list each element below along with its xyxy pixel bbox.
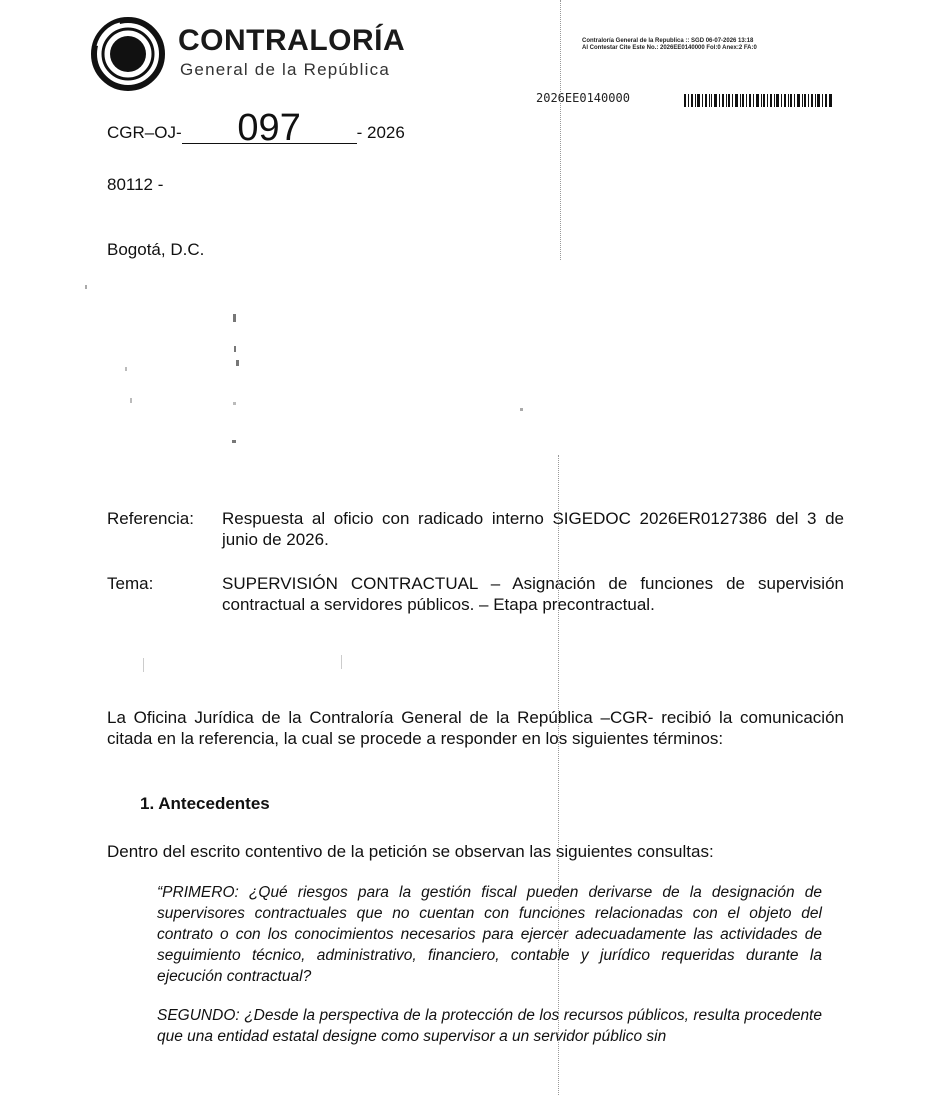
stamp-line-2: Al Contestar Cite Este No.: 2026EE0140000 Fol:0 Anex:2 FA:0	[582, 45, 757, 51]
scan-speck	[341, 655, 342, 669]
scan-speck	[232, 440, 236, 443]
scan-speck	[236, 360, 239, 366]
contraloria-logo-icon	[90, 16, 166, 92]
oficio-prefix: CGR–OJ-	[107, 123, 182, 142]
tema-label: Tema:	[107, 574, 154, 593]
oficio-year: - 2026	[356, 123, 405, 142]
scan-speck	[233, 402, 236, 405]
city-line: Bogotá, D.C.	[107, 240, 205, 259]
radicado-stamp	[582, 38, 757, 52]
logo-title: CONTRALORÍA	[178, 24, 406, 57]
logo-subtitle: General de la República	[180, 60, 390, 79]
scan-speck	[130, 398, 132, 403]
scan-speck	[233, 314, 236, 322]
scan-speck	[85, 285, 87, 289]
tema-text: SUPERVISIÓN CONTRACTUAL – Asignación de funciones de supervisión contractual a servidores públicos. – Etapa precontractual.	[222, 574, 844, 614]
referencia-text: Respuesta al oficio con radicado interno SIGEDOC 2026ER0127386 del 3 de junio de 2026.	[222, 509, 844, 549]
quote-primero: “PRIMERO: ¿Qué riesgos para la gestión fiscal pueden derivarse de la designación de supervisores contractuales que no cuentan con funciones relacionadas con el objeto del contrato o con los conocimientos necesarios para ejercer adecuadamente las actividades de seguimiento técnico, administrativo, financiero, contable y jurídico requeridas durante la ejecución contractual?	[157, 884, 822, 985]
referencia-label: Referencia:	[107, 509, 194, 528]
dependency-code: 80112 -	[107, 175, 164, 194]
section-heading-antecedentes: 1. Antecedentes	[140, 794, 270, 813]
barcode-icon	[684, 94, 832, 107]
consultas-intro: Dentro del escrito contentivo de la petición se observan las siguientes consultas:	[107, 842, 714, 861]
quote-segundo: SEGUNDO: ¿Desde la perspectiva de la protección de los recursos públicos, resulta procedente que una entidad estatal designe como supervisor a un servidor público sin	[157, 1007, 822, 1045]
oficio-number: 097	[182, 113, 357, 144]
scan-speck	[520, 408, 523, 411]
scan-artifact-line	[560, 0, 562, 260]
radicado-code: 2026EE0140000	[536, 91, 630, 105]
oficio-number-line	[107, 107, 405, 149]
scan-speck	[234, 346, 236, 352]
intro-paragraph: La Oficina Jurídica de la Contraloría General de la República –CGR- recibió la comunicación citada en la referencia, la cual se procede a responder en los siguientes términos:	[107, 708, 844, 748]
scan-artifact-line	[558, 455, 560, 1095]
scan-speck	[125, 367, 127, 371]
scan-speck	[143, 658, 144, 672]
stamp-line-1: Contraloría General de la Republica :: SGD 06-07-2026 13:18	[582, 38, 754, 44]
